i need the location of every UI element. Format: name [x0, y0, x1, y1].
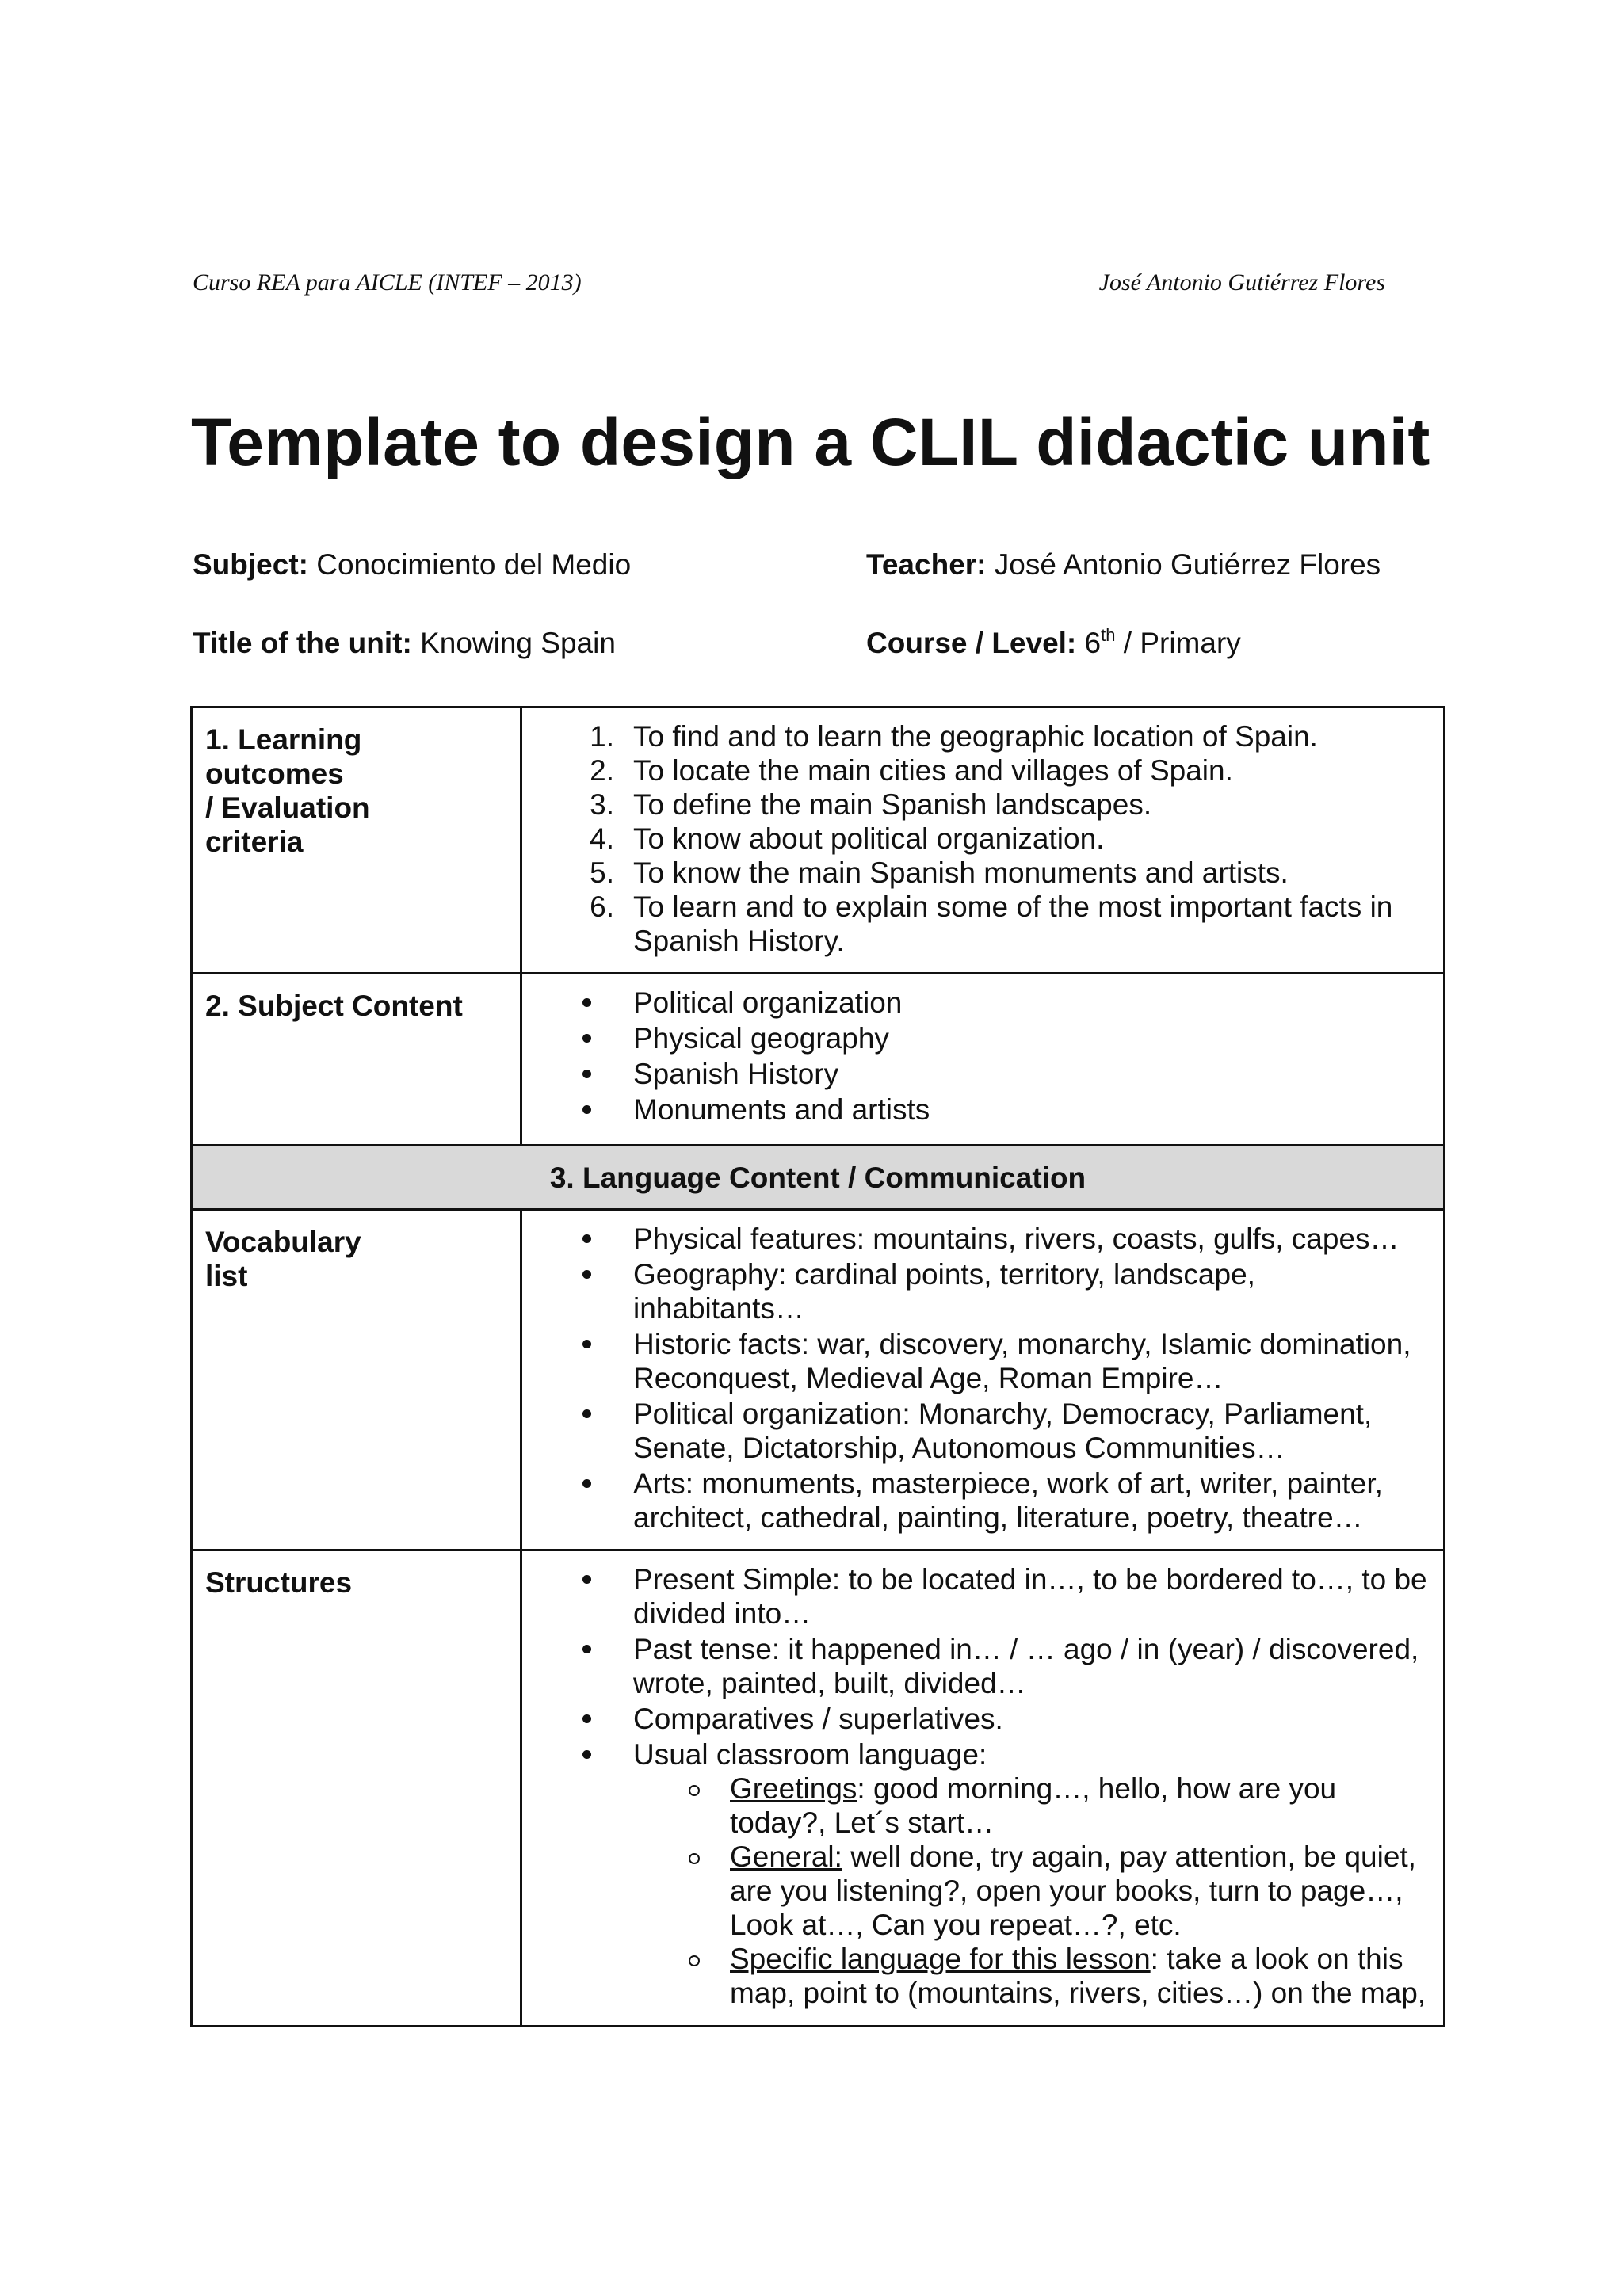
bullet-icon	[582, 1479, 591, 1488]
teacher-label: Teacher:	[866, 548, 987, 581]
list-item	[522, 1327, 1427, 1395]
bullet-icon	[582, 1105, 591, 1114]
learning-outcomes-label: 1. Learning outcomes / Evaluation criteria	[205, 723, 370, 858]
list-item	[522, 1021, 1427, 1055]
structures-label-cell	[192, 1550, 521, 2027]
list-item	[522, 890, 1427, 958]
course-level-rest: / Primary	[1123, 627, 1241, 659]
list-item	[522, 1222, 1427, 1256]
learning-outcomes-content-cell	[521, 707, 1445, 974]
header-author-name: José Antonio Gutiérrez Flores	[1098, 269, 1385, 296]
sub-list-item	[633, 1942, 1427, 2010]
bullet-icon	[582, 1070, 591, 1078]
bullet-icon	[582, 1409, 591, 1418]
list-item-text: To know about political organization.	[633, 822, 1105, 855]
list-item-text: To find and to learn the geographic location of Spain.	[633, 720, 1318, 753]
learning-outcomes-label-cell	[192, 707, 521, 974]
list-item-text: Spanish History	[633, 1058, 839, 1090]
course-level-number: 6	[1084, 627, 1102, 659]
list-item	[522, 822, 1427, 856]
list-item-text: Geography: cardinal points, territory, landscape, inhabitants…	[633, 1258, 1255, 1325]
list-item-number: 3.	[590, 788, 614, 821]
list-item-text: Comparatives / superlatives.	[633, 1703, 1003, 1735]
sub-item-text: : good morning…, hello, how are you today?, Let´s start…	[730, 1772, 1337, 1839]
list-item-number: 6.	[590, 891, 614, 923]
sub-item-text: : take a look on this map, point to (mountains, rivers, cities…) on the map,	[730, 1943, 1426, 2009]
circle-bullet-icon	[689, 1853, 700, 1864]
list-item-number: 1.	[590, 720, 614, 753]
list-item	[522, 1702, 1427, 1736]
unit-title-field	[193, 627, 616, 660]
sub-list-item	[633, 1840, 1427, 1942]
subject-value: Conocimiento del Medio	[316, 548, 632, 581]
list-item-text: To know the main Spanish monuments and artists.	[633, 856, 1289, 889]
structures-list	[522, 1562, 1427, 2010]
list-item	[522, 753, 1427, 788]
list-item	[522, 856, 1427, 890]
list-item-text: To learn and to explain some of the most important facts in Spanish History.	[633, 891, 1393, 957]
list-item-number: 2.	[590, 754, 614, 787]
structures-content-cell	[521, 1550, 1445, 2027]
vocabulary-content-cell	[521, 1210, 1445, 1550]
bullet-icon	[582, 1340, 591, 1348]
bullet-icon	[582, 1575, 591, 1584]
bullet-icon	[582, 1234, 591, 1243]
subject-content-label: 2. Subject Content	[205, 990, 463, 1022]
teacher-value: José Antonio Gutiérrez Flores	[994, 548, 1381, 581]
classroom-language-sublist	[633, 1772, 1427, 2010]
running-header	[193, 269, 1385, 296]
language-content-header: 3. Language Content / Communication	[192, 1146, 1445, 1210]
row-subject-content	[192, 974, 1445, 1146]
learning-outcomes-list	[522, 719, 1427, 958]
list-item-number: 4.	[590, 822, 614, 855]
header-course-name: Curso REA para AICLE (INTEF – 2013)	[193, 269, 582, 296]
row-structures	[192, 1550, 1445, 2027]
list-item	[522, 719, 1427, 753]
bullet-icon	[582, 998, 591, 1007]
list-item-text: Past tense: it happened in… / … ago / in (year) / discovered, wrote, painted, built, divided…	[633, 1633, 1419, 1699]
document-title: Template to design a CLIL didactic unit	[191, 405, 1430, 479]
list-item-number: 5.	[590, 856, 614, 889]
unit-title-value: Knowing Spain	[420, 627, 616, 659]
list-item-text: Political organization	[633, 986, 903, 1019]
list-item	[522, 1632, 1427, 1700]
circle-bullet-icon	[689, 1785, 700, 1796]
list-item	[522, 1057, 1427, 1091]
list-item	[522, 1466, 1427, 1535]
unit-template-table	[190, 706, 1445, 2027]
list-item-text: Physical geography	[633, 1022, 889, 1055]
bullet-icon	[582, 1750, 591, 1759]
structures-label: Structures	[205, 1566, 353, 1599]
list-item-text: Present Simple: to be located in…, to be bordered to…, to be divided into…	[633, 1563, 1427, 1630]
circle-bullet-icon	[689, 1955, 700, 1966]
list-item	[522, 1093, 1427, 1127]
vocabulary-list	[522, 1222, 1427, 1535]
list-item-text: Historic facts: war, discovery, monarchy, Islamic domination, Reconquest, Medieval Age, Roman Empire…	[633, 1328, 1411, 1394]
bullet-icon	[582, 1645, 591, 1653]
bullet-icon	[582, 1034, 591, 1043]
subject-field	[193, 548, 631, 582]
bullet-icon	[582, 1714, 591, 1723]
list-item-text: To define the main Spanish landscapes.	[633, 788, 1152, 821]
sub-list-item	[633, 1772, 1427, 1840]
unit-title-label: Title of the unit:	[193, 627, 412, 659]
subject-content-label-cell	[192, 974, 521, 1146]
vocabulary-label-cell	[192, 1210, 521, 1550]
sub-item-term: Greetings	[730, 1772, 857, 1805]
course-level-label: Course / Level:	[866, 627, 1077, 659]
teacher-field	[866, 548, 1381, 582]
bullet-icon	[582, 1270, 591, 1279]
list-item-text: Arts: monuments, masterpiece, work of art, writer, painter, architect, cathedral, painting, literature, poetry, theatre…	[633, 1467, 1383, 1534]
sub-item-term: General:	[730, 1840, 842, 1873]
subject-content-content-cell	[521, 974, 1445, 1146]
row-language-content-header	[192, 1146, 1445, 1210]
course-level-ordinal: th	[1101, 625, 1116, 645]
subject-content-list	[522, 986, 1427, 1127]
list-item	[522, 1397, 1427, 1465]
subject-label: Subject:	[193, 548, 308, 581]
list-item	[522, 986, 1427, 1020]
list-item	[522, 1257, 1427, 1325]
list-item-text: To locate the main cities and villages of Spain.	[633, 754, 1233, 787]
list-item	[522, 1737, 1427, 2010]
list-item	[522, 788, 1427, 822]
list-item-text: Usual classroom language:	[633, 1738, 987, 1771]
row-learning-outcomes	[192, 707, 1445, 974]
sub-item-term: Specific language for this lesson	[730, 1943, 1151, 1975]
vocabulary-label: Vocabulary list	[205, 1226, 361, 1292]
sub-item-text: well done, try again, pay attention, be quiet, are you listening?, open your books, turn to page…, Look at…, Can you repeat…?, etc.	[730, 1840, 1416, 1941]
list-item	[522, 1562, 1427, 1630]
row-vocabulary	[192, 1210, 1445, 1550]
course-level-field	[866, 627, 1241, 660]
list-item-text: Physical features: mountains, rivers, coasts, gulfs, capes…	[633, 1222, 1400, 1255]
list-item-text: Monuments and artists	[633, 1093, 930, 1126]
list-item-text: Political organization: Monarchy, Democracy, Parliament, Senate, Dictatorship, Autonomous Communities…	[633, 1398, 1373, 1464]
